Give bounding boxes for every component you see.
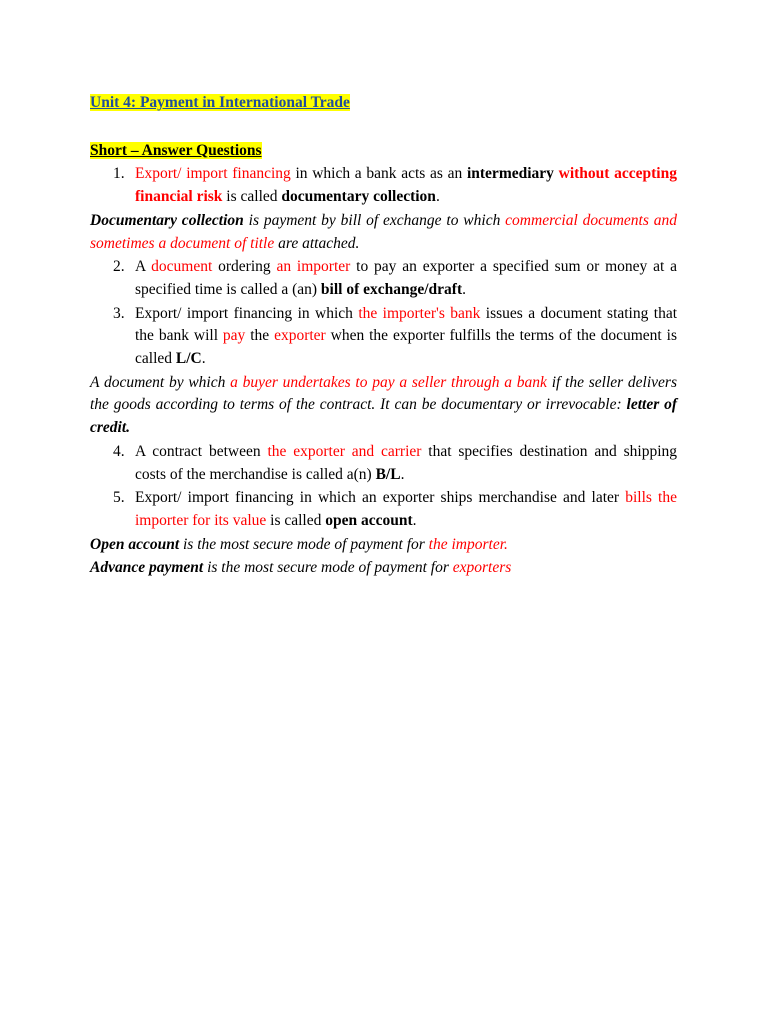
question-number: 5.: [113, 489, 125, 507]
document-page: [90, 92, 677, 581]
question-text: Export/ import financing in which the importer's bank issues a document stating that the bank will pay the exporter when the exporter fulfills the terms of the document is called L/C.: [135, 304, 678, 368]
question-text: Export/ import financing in which an exporter ships merchandise and later bills the importer for its value is called open account.: [135, 489, 677, 529]
question-3: [90, 303, 677, 371]
question-4: [90, 441, 677, 486]
question-number: 1.: [113, 165, 125, 183]
question-text: A document ordering an importer to pay an exporter a specified sum or money at a specified time is called a (an) bill of exchange/draft.: [135, 258, 677, 298]
section-subtitle: Short – Answer Questions: [90, 141, 262, 159]
document-title: Unit 4: Payment in International Trade: [90, 94, 350, 111]
question-text: A contract between the exporter and carrier that specifies destination and shipping costs of the merchandise is called a(n) B/L.: [135, 442, 677, 483]
question-number: 3.: [113, 304, 125, 322]
title-line: [90, 92, 677, 115]
question-number: 2.: [113, 258, 125, 276]
note-advance-payment: Advance payment is the most secure mode of payment for exporters: [90, 559, 512, 577]
question-1: [90, 163, 677, 208]
note-letter-of-credit: A document by which a buyer undertakes to pay a seller through a bank if the seller delivers the goods according to terms of the contract. It can be documentary or irrevocable: letter of credit.: [90, 373, 677, 437]
note-open-account: Open account is the most secure mode of payment for the importer.: [90, 535, 508, 553]
question-text: Export/ import financing in which a bank acts as an intermediary without accepting financial risk is called documentary collection.: [135, 165, 677, 206]
subtitle-line: [90, 140, 677, 163]
question-number: 4.: [113, 442, 125, 460]
question-2: [90, 256, 677, 301]
note-documentary-collection: Documentary collection is payment by bill of exchange to which commercial documents and sometimes a document of title are attached.: [90, 211, 677, 252]
question-5: [90, 487, 677, 532]
